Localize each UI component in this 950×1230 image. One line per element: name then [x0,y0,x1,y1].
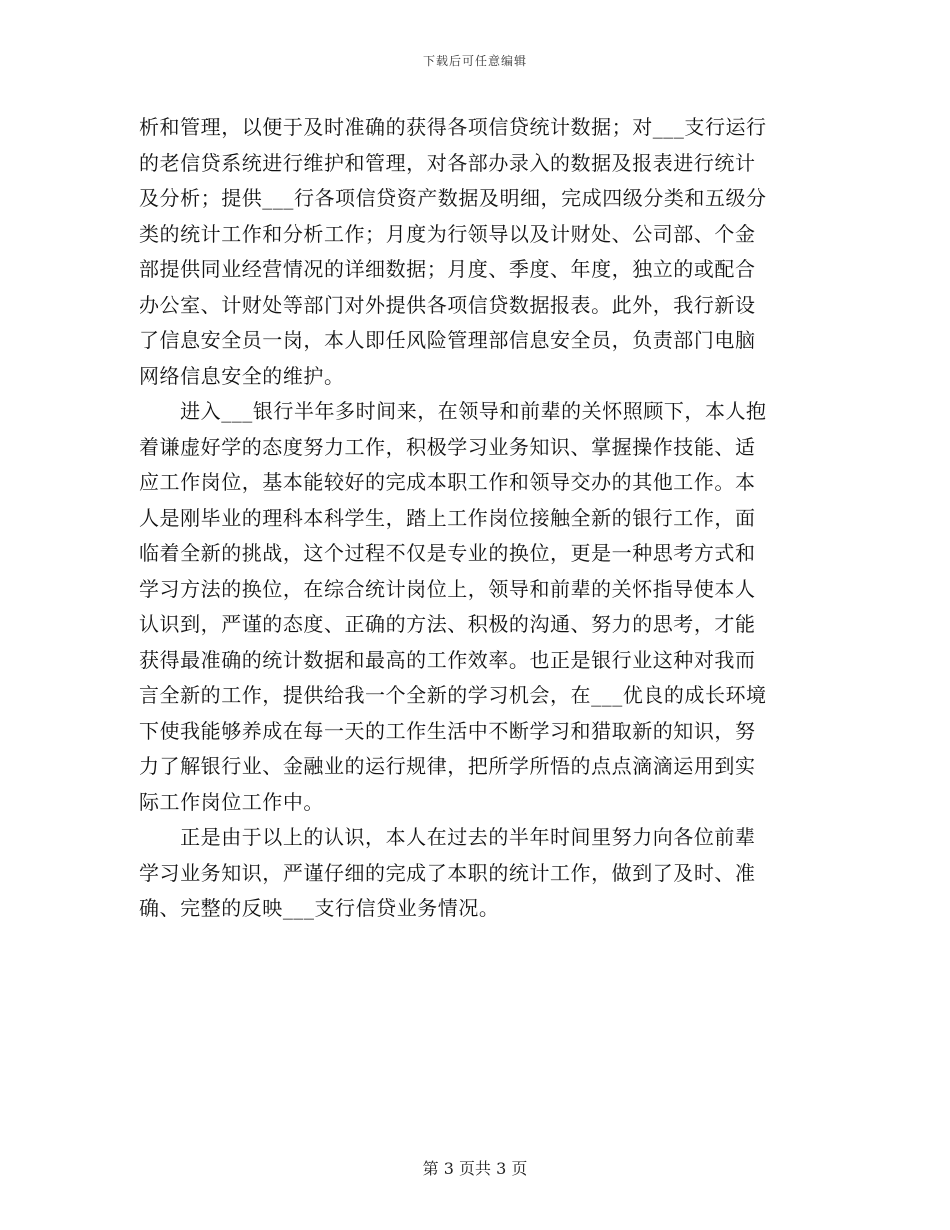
text-line: 力了解银行业、金融业的运行规律，把所学所悟的点点滴滴运用到实 [139,754,756,778]
document-body [139,110,833,927]
text-line: 及分析；提供___行各项信贷资产数据及明细，完成四级分类和五级分 [139,186,767,210]
page-header: 下载后可任意编辑 [422,54,527,68]
text-line: 言全新的工作，提供给我一个全新的学习机会，在___优良的成长环境 [139,683,767,707]
text-line: 进入___银行半年多时间来，在领导和前辈的关怀照顾下，本人抱 [139,399,767,423]
text-line: 正是由于以上的认识，本人在过去的半年时间里努力向各位前辈 [139,825,756,849]
text-line: 学习方法的换位，在综合统计岗位上，领导和前辈的关怀指导使本人 [139,576,756,601]
text-line: 了信息安全员一岗，本人即任风险管理部信息安全员，负责部门电脑 [139,328,756,352]
text-line: 部提供同业经营情况的详细数据；月度、季度、年度，独立的或配合 [139,257,756,281]
text-line: 类的统计工作和分析工作；月度为行领导以及计财处、公司部、个金 [139,221,756,246]
text-line: 析和管理，以便于及时准确的获得各项信贷统计数据；对___支行运行 [139,115,767,139]
text-line: 际工作岗位工作中。 [139,789,324,814]
text-line: 人是刚毕业的理科本科学生，踏上工作岗位接触全新的银行工作，面 [139,505,756,530]
text-line: 认识到，严谨的态度、正确的方法、积极的沟通、努力的思考，才能 [139,612,756,636]
text-line: 应工作岗位，基本能较好的完成本职工作和领导交办的其他工作。本 [139,470,756,494]
text-line: 下使我能够养成在每一天的工作生活中不断学习和猎取新的知识，努 [139,718,756,743]
page-footer: 第 3 页共 3 页 [422,1159,528,1178]
text-line: 网络信息安全的维护。 [139,363,345,388]
text-line: 学习业务知识，严谨仔细的完成了本职的统计工作，做到了及时、准 [139,860,756,885]
text-line: 办公室、计财处等部门对外提供各项信贷数据报表。此外，我行新设 [139,292,756,317]
text-line: 确、完整的反映___支行信贷业务情况。 [139,896,500,920]
text-line: 临着全新的挑战，这个过程不仅是专业的换位，更是一种思考方式和 [139,541,756,565]
text-line: 获得最准确的统计数据和最高的工作效率。也正是银行业这种对我而 [139,647,756,672]
text-line: 的老信贷系统进行维护和管理，对各部办录入的数据及报表进行统计 [139,150,756,175]
text-line: 着谦虚好学的态度努力工作，积极学习业务知识、掌握操作技能、适 [139,434,756,459]
